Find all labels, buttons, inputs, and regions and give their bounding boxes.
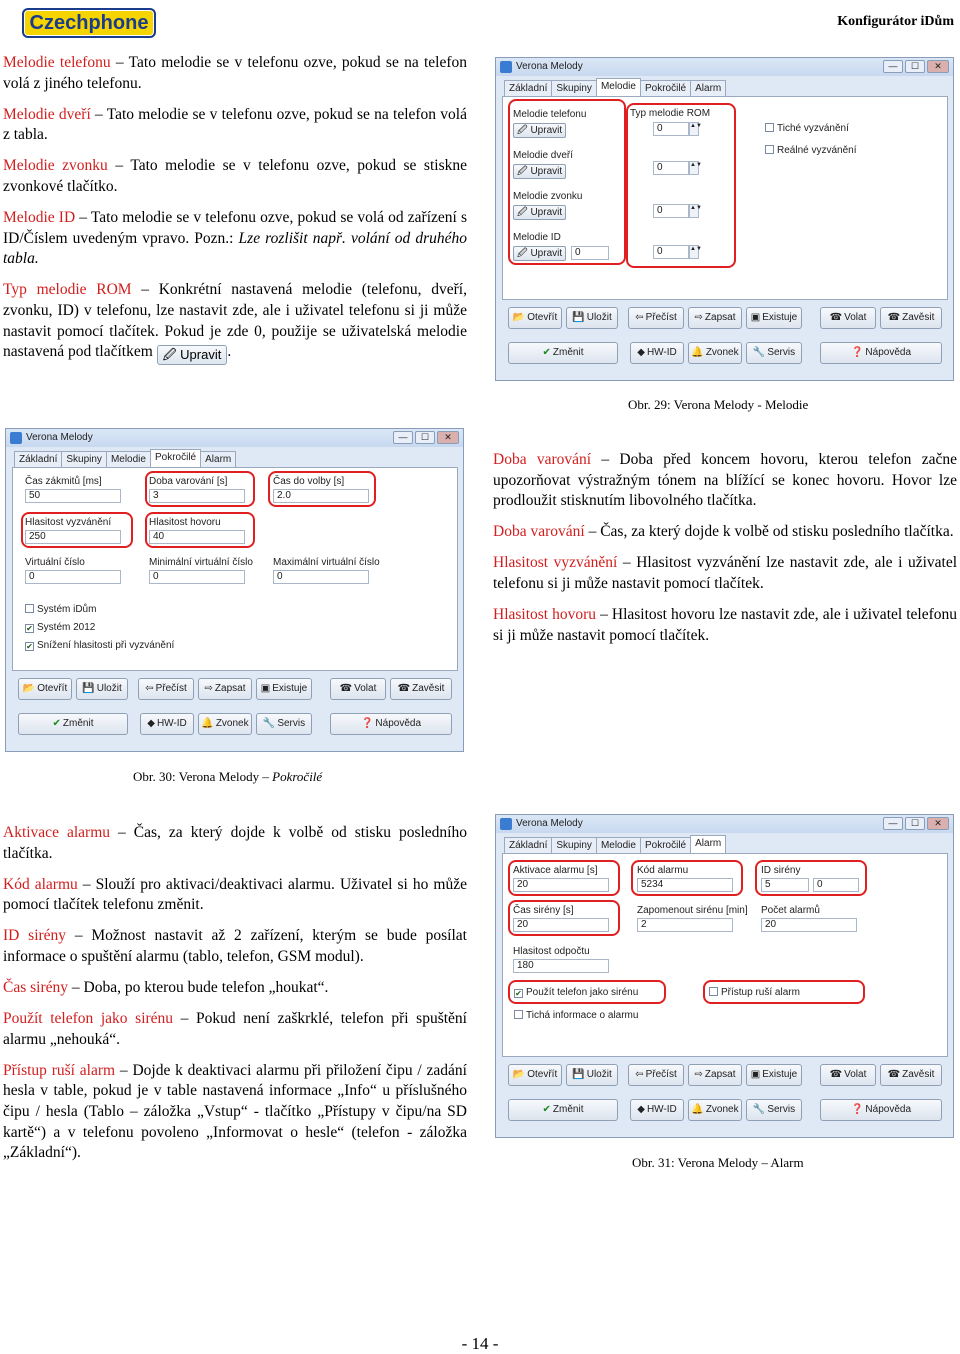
tab-skupiny[interactable]: Skupiny bbox=[551, 80, 597, 96]
existuje-button[interactable]: ▣ Existuje bbox=[746, 1064, 802, 1086]
label-hlasitost-hovoru: Hlasitost hovoru bbox=[149, 517, 221, 528]
help-icon: ❓ bbox=[850, 1104, 864, 1115]
label-aktivace-alarmu: Aktivace alarmu [s] bbox=[513, 865, 598, 876]
napoveda-button[interactable]: ❓ Nápověda bbox=[330, 713, 452, 735]
read-icon: ⇦ bbox=[635, 312, 644, 323]
tab-bar bbox=[504, 80, 725, 96]
rom-field-id[interactable]: 0 bbox=[653, 245, 689, 259]
checkbox-snizeni-hlasitosti[interactable]: ✔ Snížení hlasitosti při vyzvánění bbox=[26, 640, 175, 651]
desc-paragraph: Použít telefon jako sirénu – Pokud není zaškrklé, telefon při spuštění alarmu „nehouká“. bbox=[3, 1010, 467, 1048]
servis-button[interactable]: 🔧 Servis bbox=[746, 342, 802, 364]
folder-icon: 📂 bbox=[512, 312, 526, 323]
label-melodie-telefonu: Melodie telefonu bbox=[513, 109, 587, 120]
phone-icon: ☎ bbox=[829, 312, 843, 323]
bell-icon: 🔔 bbox=[201, 718, 214, 729]
desc-paragraph: Doba varování – Doba před koncem hovoru, kterou telefon začne upozorňovat výstražným tónem na blížící se konec hovoru. Hovor lze prodloužit stisknutím libovolného tlačítka. bbox=[493, 451, 957, 510]
checkbox-pouzit-telefon-jako-sirenu[interactable]: ✔ Použít telefon jako sirénu bbox=[515, 987, 639, 998]
checkbox-system-2012[interactable]: ✔ Systém 2012 bbox=[26, 622, 96, 633]
edit-icon: 🖉 bbox=[517, 207, 531, 218]
rom-field-telefonu[interactable]: 0 bbox=[653, 122, 689, 136]
desc-paragraph: ID sirény – Možnost nastavit až 2 zařízení, kterým se bude posílat informace o spuštění alarmu (tablo, telefon, GSM modul). bbox=[3, 927, 467, 965]
figure-caption-29: Obr. 29: Verona Melody - Melodie bbox=[628, 397, 809, 412]
upravit-button-id[interactable]: 🖉 Upravit bbox=[513, 246, 566, 261]
field-min-virtualni-cislo[interactable]: 0 bbox=[149, 570, 245, 584]
tab-alarm[interactable]: Alarm bbox=[690, 80, 726, 96]
zapsat-button[interactable]: ⇨ Zapsat bbox=[198, 678, 252, 700]
close-icon[interactable]: ✕ bbox=[437, 431, 459, 444]
field-hlasitost-odpoctu[interactable]: 180 bbox=[513, 959, 609, 973]
label-zapomenout-sirenu: Zapomenout sirénu [min] bbox=[637, 905, 748, 916]
czechphone-logo: Czechphone bbox=[22, 8, 156, 38]
label-cas-sireny: Čas sirény [s] bbox=[513, 905, 574, 916]
chip-icon: ◆ bbox=[637, 347, 645, 358]
spin-arrows-icon[interactable]: ▲▼ bbox=[689, 245, 699, 259]
write-icon: ⇨ bbox=[204, 683, 213, 694]
checkmark-icon: ✔ bbox=[52, 718, 61, 729]
label-id-sireny: ID sirény bbox=[761, 865, 801, 876]
help-icon: ❓ bbox=[850, 347, 864, 358]
field-id-sireny-1[interactable]: 5 bbox=[761, 878, 809, 892]
pokrocile-description bbox=[493, 450, 957, 657]
check-device-icon: ▣ bbox=[750, 312, 761, 323]
label-melodie-zvonku: Melodie zvonku bbox=[513, 191, 583, 202]
field-doba-varovani[interactable]: 3 bbox=[149, 489, 245, 503]
volat-button[interactable]: ☎ Volat bbox=[330, 678, 386, 700]
rom-field-zvonku[interactable]: 0 bbox=[653, 204, 689, 218]
servis-button[interactable]: 🔧 Servis bbox=[256, 713, 312, 735]
servis-button[interactable]: 🔧 Servis bbox=[746, 1099, 802, 1121]
window-titlebar: Verona Melody — ☐ ✕ bbox=[496, 58, 953, 76]
upravit-button-telefonu[interactable]: 🖉 Upravit bbox=[513, 123, 566, 138]
upravit-inline-button: 🖉 Upravit bbox=[157, 345, 228, 365]
label-min-virtualni-cislo: Minimální virtuální číslo bbox=[149, 557, 253, 568]
zavesit-button[interactable]: ☎ Zavěsit bbox=[880, 1064, 942, 1086]
zapsat-button[interactable]: ⇨ Zapsat bbox=[688, 307, 742, 329]
checkmark-icon: ✔ bbox=[542, 1104, 551, 1115]
ulozit-button[interactable]: 💾 Uložit bbox=[76, 678, 128, 700]
field-virtualni-cislo[interactable]: 0 bbox=[25, 570, 121, 584]
label-melodie-dveri: Melodie dveří bbox=[513, 150, 574, 161]
tab-melodie[interactable]: Melodie bbox=[596, 78, 641, 96]
maximize-icon[interactable]: ☐ bbox=[905, 817, 925, 830]
save-icon: 💾 bbox=[572, 312, 585, 323]
desc-paragraph: Melodie zvonku – Tato melodie se v telefonu ozve, pokud se stiskne zvonkové tlačítko. bbox=[3, 157, 467, 195]
volat-button[interactable]: ☎ Volat bbox=[820, 1064, 876, 1086]
maximize-icon[interactable]: ☐ bbox=[905, 60, 925, 73]
zavesit-button[interactable]: ☎ Zavěsit bbox=[390, 678, 452, 700]
wrench-icon: 🔧 bbox=[752, 1104, 766, 1115]
phone-icon: ☎ bbox=[339, 683, 353, 694]
melodie-description bbox=[3, 53, 467, 373]
otevrit-button[interactable]: 📂 Otevřít bbox=[508, 307, 562, 329]
zvonek-button[interactable]: 🔔 Zvonek bbox=[688, 1099, 742, 1121]
field-pocet-alarmu[interactable]: 20 bbox=[761, 918, 857, 932]
field-cas-do-volby[interactable]: 2.0 bbox=[273, 489, 369, 503]
figure-caption-31: Obr. 31: Verona Melody – Alarm bbox=[632, 1155, 804, 1170]
hangup-icon: ☎ bbox=[887, 1069, 901, 1080]
tab-zakladni[interactable]: Základní bbox=[504, 80, 552, 96]
ulozit-button[interactable]: 💾 Uložit bbox=[566, 307, 618, 329]
ulozit-button[interactable]: 💾 Uložit bbox=[566, 1064, 618, 1086]
melodie-id-field[interactable]: 0 bbox=[571, 246, 609, 260]
figure-caption-30: Obr. 30: Verona Melody – Pokročilé bbox=[133, 769, 323, 784]
tab-pokrocile[interactable]: Pokročilé bbox=[640, 837, 691, 853]
close-icon[interactable]: ✕ bbox=[927, 60, 949, 73]
tab-pokrocile[interactable]: Pokročilé bbox=[640, 80, 691, 96]
field-cas-zakmitu[interactable]: 50 bbox=[25, 489, 121, 503]
field-id-sireny-2[interactable]: 0 bbox=[813, 878, 859, 892]
hw-id-button[interactable]: ◆ HW-ID bbox=[630, 342, 684, 364]
folder-icon: 📂 bbox=[512, 1069, 526, 1080]
desc-paragraph: Přístup ruší alarm – Dojde k deaktivaci alarmu při přiložení čipu / zadání hesla v table, pokud je v table nastavená informace „Info“ u příslušného čipu / hesla (Tablo – záložka „Vstup“ - tlačítko „Přístupy v čipu/na SD kartě“) a v telefonu povoleno „Informovat o hesle“ (telefon - záložka „Základní“). bbox=[3, 1061, 467, 1162]
window-titlebar: Verona Melody — ☐ ✕ bbox=[6, 429, 463, 447]
field-cas-sireny[interactable]: 20 bbox=[513, 918, 609, 932]
label-cas-do-volby: Čas do volby [s] bbox=[273, 476, 345, 487]
field-hlasitost-vyzvaneni[interactable]: 250 bbox=[25, 530, 121, 544]
edit-icon: 🖉 bbox=[162, 347, 181, 363]
maximize-icon[interactable]: ☐ bbox=[415, 431, 435, 444]
chip-icon: ◆ bbox=[147, 718, 155, 729]
zmenit-button[interactable]: ✔ Změnit bbox=[18, 713, 128, 735]
napoveda-button[interactable]: ❓ Nápověda bbox=[820, 1099, 942, 1121]
window-titlebar: Verona Melody — ☐ ✕ bbox=[496, 815, 953, 833]
edit-icon: 🖉 bbox=[517, 125, 531, 136]
zavesit-button[interactable]: ☎ Zavěsit bbox=[880, 307, 942, 329]
label-typ-melodie-rom: Typ melodie ROM bbox=[630, 108, 711, 119]
tab-skupiny[interactable]: Skupiny bbox=[61, 451, 107, 467]
help-icon: ❓ bbox=[360, 718, 374, 729]
tab-alarm[interactable]: Alarm bbox=[690, 835, 726, 853]
desc-paragraph: Doba varování – Čas, za který dojde k volbě od stisku posledního tlačítka. bbox=[493, 523, 954, 541]
otevrit-button[interactable]: 📂 Otevřít bbox=[508, 1064, 562, 1086]
app-icon bbox=[10, 432, 22, 444]
spin-arrows-icon[interactable]: ▲▼ bbox=[689, 122, 699, 136]
app-icon bbox=[500, 61, 512, 73]
hw-id-button[interactable]: ◆ HW-ID bbox=[140, 713, 194, 735]
edit-icon: 🖉 bbox=[517, 166, 531, 177]
desc-paragraph: Melodie ID – Tato melodie se v telefonu ozve, pokud se volá od zařízení s ID/Číslem uvedeným vpravo. Pozn.: Lze rozlišit např. volání od druhého tabla. bbox=[3, 209, 468, 268]
desc-paragraph: Čas sirény – Doba, po kterou bude telefon „houkat“. bbox=[3, 979, 329, 997]
field-hlasitost-hovoru[interactable]: 40 bbox=[149, 530, 245, 544]
label-kod-alarmu: Kód alarmu bbox=[637, 865, 689, 876]
checkbox-system-idum[interactable]: Systém iDům bbox=[25, 604, 96, 615]
rom-field-dveri[interactable]: 0 bbox=[653, 161, 689, 175]
minimize-icon[interactable]: — bbox=[883, 60, 903, 73]
folder-icon: 📂 bbox=[22, 683, 36, 694]
tab-alarm[interactable]: Alarm bbox=[200, 451, 236, 467]
tab-bar bbox=[14, 451, 235, 467]
zvonek-button[interactable]: 🔔 Zvonek bbox=[688, 342, 742, 364]
checkbox-pristup-rusi-alarm[interactable]: Přístup ruší alarm bbox=[709, 987, 800, 998]
bell-icon: 🔔 bbox=[691, 1104, 704, 1115]
label-pocet-alarmu: Počet alarmů bbox=[761, 905, 820, 916]
check-device-icon: ▣ bbox=[750, 1069, 761, 1080]
field-kod-alarmu[interactable]: 5234 bbox=[637, 878, 733, 892]
read-icon: ⇦ bbox=[145, 683, 154, 694]
write-icon: ⇨ bbox=[694, 312, 703, 323]
tab-zakladni[interactable]: Základní bbox=[14, 451, 62, 467]
zmenit-button[interactable]: ✔ Změnit bbox=[508, 1099, 618, 1121]
page-number: - 14 - bbox=[461, 1334, 499, 1353]
wrench-icon: 🔧 bbox=[262, 718, 276, 729]
save-icon: 💾 bbox=[82, 683, 95, 694]
minimize-icon[interactable]: — bbox=[393, 431, 413, 444]
precist-button[interactable]: ⇦ Přečíst bbox=[628, 1064, 684, 1086]
desc-paragraph: Melodie dveří – Tato melodie se v telefonu ozve, pokud se na telefon volá z tabla. bbox=[3, 105, 467, 144]
field-max-virtualni-cislo[interactable]: 0 bbox=[273, 570, 369, 584]
phone-icon: ☎ bbox=[829, 1069, 843, 1080]
chip-icon: ◆ bbox=[637, 1104, 645, 1115]
tab-pokrocile[interactable]: Pokročilé bbox=[150, 449, 201, 467]
label-max-virtualni-cislo: Maximální virtuální číslo bbox=[273, 557, 380, 568]
hw-id-button[interactable]: ◆ HW-ID bbox=[630, 1099, 684, 1121]
write-icon: ⇨ bbox=[694, 1069, 703, 1080]
zapsat-button[interactable]: ⇨ Zapsat bbox=[688, 1064, 742, 1086]
upravit-button-dveri[interactable]: 🖉 Upravit bbox=[513, 164, 566, 179]
label-hlasitost-odpoctu: Hlasitost odpočtu bbox=[513, 946, 590, 957]
existuje-button[interactable]: ▣ Existuje bbox=[256, 678, 312, 700]
zmenit-button[interactable]: ✔ Změnit bbox=[508, 342, 618, 364]
save-icon: 💾 bbox=[572, 1069, 585, 1080]
tab-skupiny[interactable]: Skupiny bbox=[551, 837, 597, 853]
header-title: Konfigurátor iDům bbox=[837, 14, 954, 29]
close-icon[interactable]: ✕ bbox=[927, 817, 949, 830]
wrench-icon: 🔧 bbox=[752, 347, 766, 358]
otevrit-button[interactable]: 📂 Otevřít bbox=[18, 678, 72, 700]
label-melodie-id: Melodie ID bbox=[513, 232, 561, 243]
minimize-icon[interactable]: — bbox=[883, 817, 903, 830]
checkmark-icon: ✔ bbox=[542, 347, 551, 358]
desc-paragraph: Melodie telefonu – Tato melodie se v telefonu ozve, pokud se na telefon volá z jiného telefonu. bbox=[3, 54, 467, 92]
desc-paragraph: Kód alarmu – Slouží pro aktivaci/deaktivaci alarmu. Uživatel si ho může pomocí tlačítek telefonu změnit. bbox=[3, 875, 467, 914]
tab-melodie[interactable]: Melodie bbox=[596, 837, 641, 853]
label-hlasitost-vyzvaneni: Hlasitost vyzvánění bbox=[25, 517, 112, 528]
existuje-button[interactable]: ▣ Existuje bbox=[746, 307, 802, 329]
pokrocile-pane bbox=[12, 467, 458, 671]
zvonek-button[interactable]: 🔔 Zvonek bbox=[198, 713, 252, 735]
bell-icon: 🔔 bbox=[691, 347, 704, 358]
napoveda-button[interactable]: ❓ Nápověda bbox=[820, 342, 942, 364]
alarm-pane bbox=[502, 853, 948, 1057]
upravit-button-zvonku[interactable]: 🖉 Upravit bbox=[513, 205, 566, 220]
volat-button[interactable]: ☎ Volat bbox=[820, 307, 876, 329]
label-cas-zakmitu: Čas zákmitů [ms] bbox=[25, 476, 102, 487]
app-icon bbox=[500, 818, 512, 830]
desc-paragraph: Typ melodie ROM – Konkrétní nastavená melodie (telefonu, dveří, zvonku, ID) v telefonu, lze nastavit zde, ale i uživatel telefonu si ji může nastavit pomocí tlačítek. Pokud je zde 0, použije se uživatelská melodie nastavená pod tlačítkem 🖉 Upravit . bbox=[3, 280, 467, 362]
tab-bar bbox=[504, 837, 725, 853]
verona-melody-window-alarm bbox=[495, 814, 954, 1138]
verona-melody-window-pokrocile bbox=[5, 428, 464, 752]
check-device-icon: ▣ bbox=[260, 683, 271, 694]
hangup-icon: ☎ bbox=[397, 683, 411, 694]
tab-melodie[interactable]: Melodie bbox=[106, 451, 151, 467]
checkbox-ticha-informace[interactable]: Tichá informace o alarmu bbox=[514, 1010, 638, 1021]
precist-button[interactable]: ⇦ Přečíst bbox=[138, 678, 194, 700]
edit-icon: 🖉 bbox=[517, 248, 531, 259]
read-icon: ⇦ bbox=[635, 1069, 644, 1080]
alarm-description bbox=[3, 823, 467, 1174]
tab-zakladni[interactable]: Základní bbox=[504, 837, 552, 853]
label-virtualni-cislo: Virtuální číslo bbox=[25, 557, 85, 568]
checkbox-tiche-vyzvaneni[interactable]: Tiché vyzvánění bbox=[765, 123, 849, 134]
desc-paragraph: Hlasitost vyzvánění – Hlasitost vyzvánění lze nastavit zde, ale i uživatel telefonu si ji může nastavit pomocí tlačítek. bbox=[493, 554, 958, 592]
precist-button[interactable]: ⇦ Přečíst bbox=[628, 307, 684, 329]
field-zapomenout-sirenu[interactable]: 2 bbox=[637, 918, 733, 932]
checkbox-realne-vyzvaneni[interactable]: Reálné vyzvánění bbox=[765, 145, 857, 156]
hangup-icon: ☎ bbox=[887, 312, 901, 323]
spin-arrows-icon[interactable]: ▲▼ bbox=[689, 204, 699, 218]
label-doba-varovani: Doba varování [s] bbox=[149, 476, 228, 487]
field-aktivace-alarmu[interactable]: 20 bbox=[513, 878, 609, 892]
desc-paragraph: Hlasitost hovoru – Hlasitost hovoru lze nastavit zde, ale i uživatel telefonu si ji může nastavit pomocí tlačítek. bbox=[493, 606, 957, 644]
desc-paragraph: Aktivace alarmu – Čas, za který dojde k volbě od stisku posledního tlačítka. bbox=[3, 824, 467, 862]
melodie-pane bbox=[502, 96, 948, 300]
verona-melody-window-melodie bbox=[495, 57, 954, 381]
spin-arrows-icon[interactable]: ▲▼ bbox=[689, 161, 699, 175]
